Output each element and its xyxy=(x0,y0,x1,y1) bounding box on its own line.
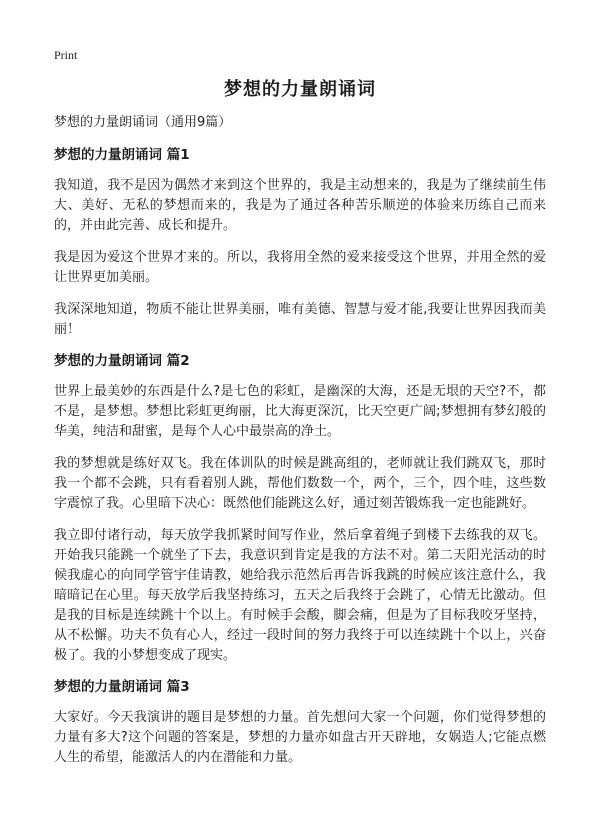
paragraph: 我立即付诸行动，每天放学我抓紧时间写作业，然后拿着绳子到楼下去练我的双飞。开始我只能跳一个就坐了下去，我意识到肯定是我的方法不对。第二天阳光活动的时候我虚心的向同学管宇佳请教，她给我示范然后再告诉我跳的时候应该注意什么，我暗暗记在心里。每天放学后我坚持练习，五天之后我终于会跳了，心情无比激动。但是我的目标是连续跳十个以上。有时候手会酸，脚会痛，但是为了目标我咬牙坚持，从不松懈。功夫不负有心人，经过一段时间的努力我终于可以连续跳十个以上，兴奋极了。我的小梦想变成了现实。 xyxy=(54,528,546,663)
paragraph: 我知道，我不是因为偶然才来到这个世界的，我是主动想来的，我是为了继续前生伟大、美好、无私的梦想而来的，我是为了通过各种苦乐顺逆的体验来历练自己而来的，并由此完善、成长和提升。 xyxy=(54,178,546,233)
section-heading: 梦想的力量朗诵词 篇3 xyxy=(54,679,190,695)
section-heading: 梦想的力量朗诵词 篇2 xyxy=(54,353,190,369)
document-subtitle: 梦想的力量朗诵词（通用9篇） xyxy=(54,115,232,130)
print-link[interactable]: Print xyxy=(54,48,78,62)
paragraph: 我的梦想就是练好双飞。我在体训队的时候是跳高组的，老师就让我们跳双飞，那时我一个都不会跳，只有看着别人跳，帮他们数数一个，两个，三个，四个哇，这些数字震惊了我。心里暗下决心：既然他们能跳这么好，通过刻苦锻炼我一定也能跳好。 xyxy=(54,456,546,511)
section-2 xyxy=(54,352,546,666)
paragraph: 世界上最美妙的东西是什么?是七色的彩虹，是幽深的大海，还是无垠的天空?不，都不是，是梦想。梦想比彩虹更绚丽，比大海更深沉，比天空更广阔;梦想拥有梦幻般的华美，纯洁和甜蜜，是每个人心中最崇高的净土。 xyxy=(54,384,546,439)
page-title: 梦想的力量朗诵词 xyxy=(224,79,376,100)
section-1 xyxy=(54,146,546,340)
paragraph: 大家好。今天我演讲的题目是梦想的力量。首先想问大家一个问题，你们觉得梦想的力量有多大?这个问题的答案是，梦想的力量亦如盘古开天辟地，女娲造人;它能点燃人生的希望，能激活人的内在潜能和力量。 xyxy=(54,710,546,765)
section-heading: 梦想的力量朗诵词 篇1 xyxy=(54,147,190,163)
section-3 xyxy=(54,678,546,768)
paragraph: 我深深地知道，物质不能让世界美丽，唯有美德、智慧与爱才能,我要让世界因我而美丽！ xyxy=(54,302,546,337)
paragraph: 我是因为爱这个世界才来的。所以，我将用全然的爱来接受这个世界，并用全然的爱让世界更加美丽。 xyxy=(54,250,546,285)
